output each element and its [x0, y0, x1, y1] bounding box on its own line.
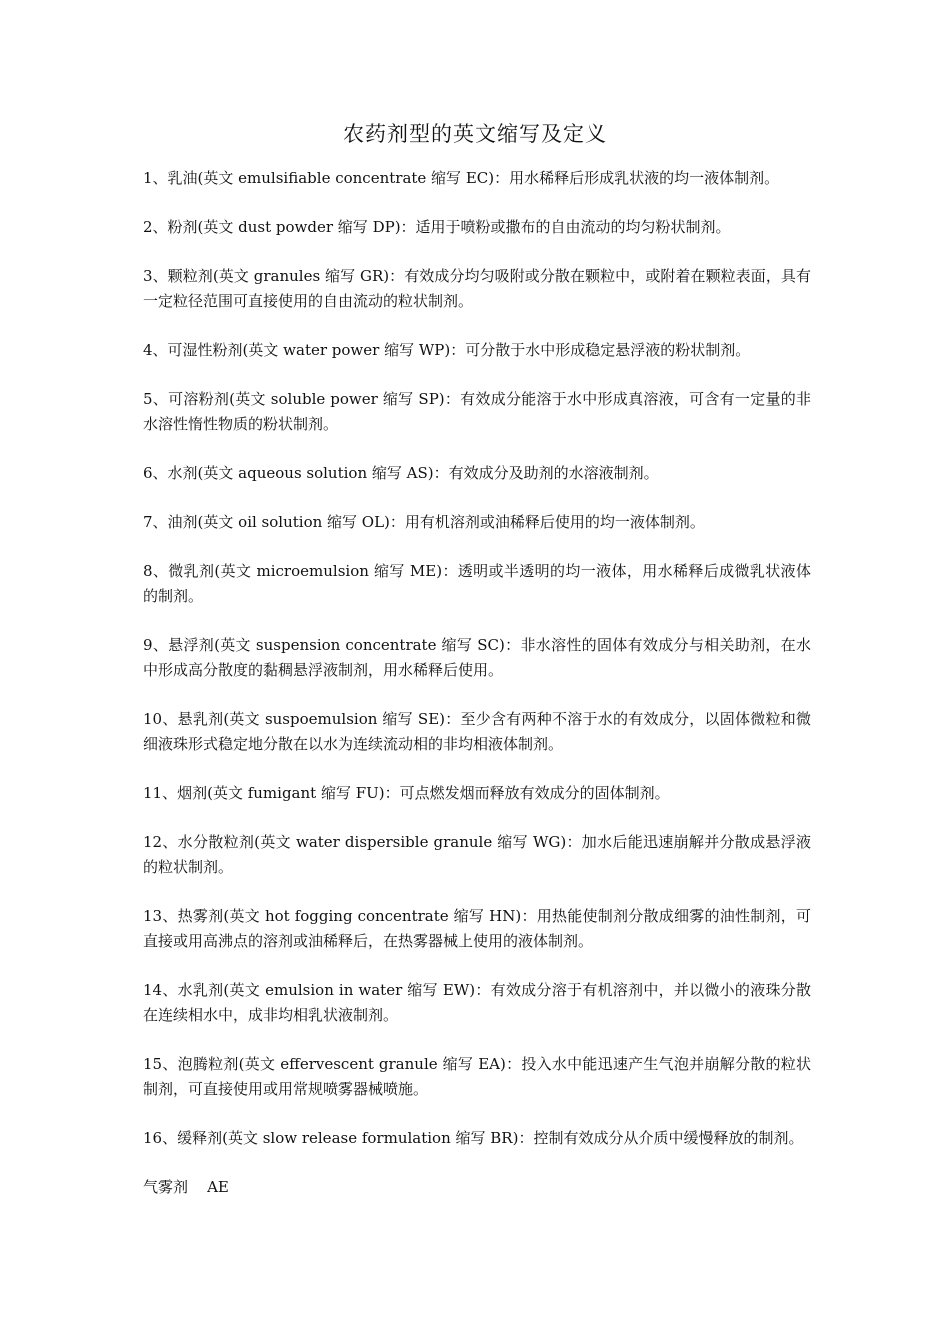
entry-7: 7、油剂(英文 oil solution 缩写 OL)：用有机溶剂或油稀释后使用的均一液体制剂。: [143, 513, 705, 531]
entry-2: 2、粉剂(英文 dust powder 缩写 DP)：适用于喷粉或撒布的自由流动的均匀粉状制剂。: [143, 218, 731, 236]
entry-3: 3、颗粒剂(英文 granules 缩写 GR)：有效成分均匀吸附或分散在颗粒中，或附着在颗粒表面，具有一定粒径范围可直接使用的自由流动的粒状制剂。: [143, 267, 811, 310]
entry-10: 10、悬乳剂(英文 suspoemulsion 缩写 SE)：至少含有两种不溶于水的有效成分，以固体微粒和微细液珠形式稳定地分散在以水为连续流动相的非均相液体制剂。: [143, 710, 811, 753]
entry-11: 11、烟剂(英文 fumigant 缩写 FU)：可点燃发烟而释放有效成分的固体制剂。: [143, 784, 670, 802]
document-body: [143, 166, 811, 1200]
entry-16: 16、缓释剂(英文 slow release formulation 缩写 BR)：控制有效成分从介质中缓慢释放的制剂。: [143, 1129, 804, 1147]
entry-12: 12、水分散粒剂(英文 water dispersible granule 缩写 WG)：加水后能迅速崩解并分散成悬浮液的粒状制剂。: [143, 833, 811, 876]
entry-8: 8、微乳剂(英文 microemulsion 缩写 ME)：透明或半透明的均一液体，用水稀释后成微乳状液体的制剂。: [143, 562, 811, 605]
entry-4: 4、可湿性粉剂(英文 water power 缩写 WP)：可分散于水中形成稳定悬浮液的粉状制剂。: [143, 341, 751, 359]
tail-note: 气雾剂 AE: [143, 1178, 229, 1196]
entry-15: 15、泡腾粒剂(英文 effervescent granule 缩写 EA)：投入水中能迅速产生气泡并崩解分散的粒状制剂，可直接使用或用常规喷雾器械喷施。: [143, 1055, 811, 1098]
entry-14: 14、水乳剂(英文 emulsion in water 缩写 EW)：有效成分溶于有机溶剂中，并以微小的液珠分散在连续相水中，成非均相乳状液制剂。: [143, 981, 811, 1024]
entry-6: 6、水剂(英文 aqueous solution 缩写 AS)：有效成分及助剂的水溶液制剂。: [143, 464, 659, 482]
entry-9: 9、悬浮剂(英文 suspension concentrate 缩写 SC)：非水溶性的固体有效成分与相关助剂，在水中形成高分散度的黏稠悬浮液制剂，用水稀释后使用。: [143, 636, 811, 679]
document-title: 农药剂型的英文缩写及定义: [343, 122, 607, 146]
entry-5: 5、可溶粉剂(英文 soluble power 缩写 SP)：有效成分能溶于水中形成真溶液，可含有一定量的非水溶性惰性物质的粉状制剂。: [143, 390, 811, 433]
entry-13: 13、热雾剂(英文 hot fogging concentrate 缩写 HN)：用热能使制剂分散成细雾的油性制剂，可直接或用高沸点的溶剂或油稀释后，在热雾器械上使用的液体制剂。: [143, 907, 811, 950]
entry-1: 1、乳油(英文 emulsifiable concentrate 缩写 EC)：用水稀释后形成乳状液的均一液体制剂。: [143, 169, 780, 187]
